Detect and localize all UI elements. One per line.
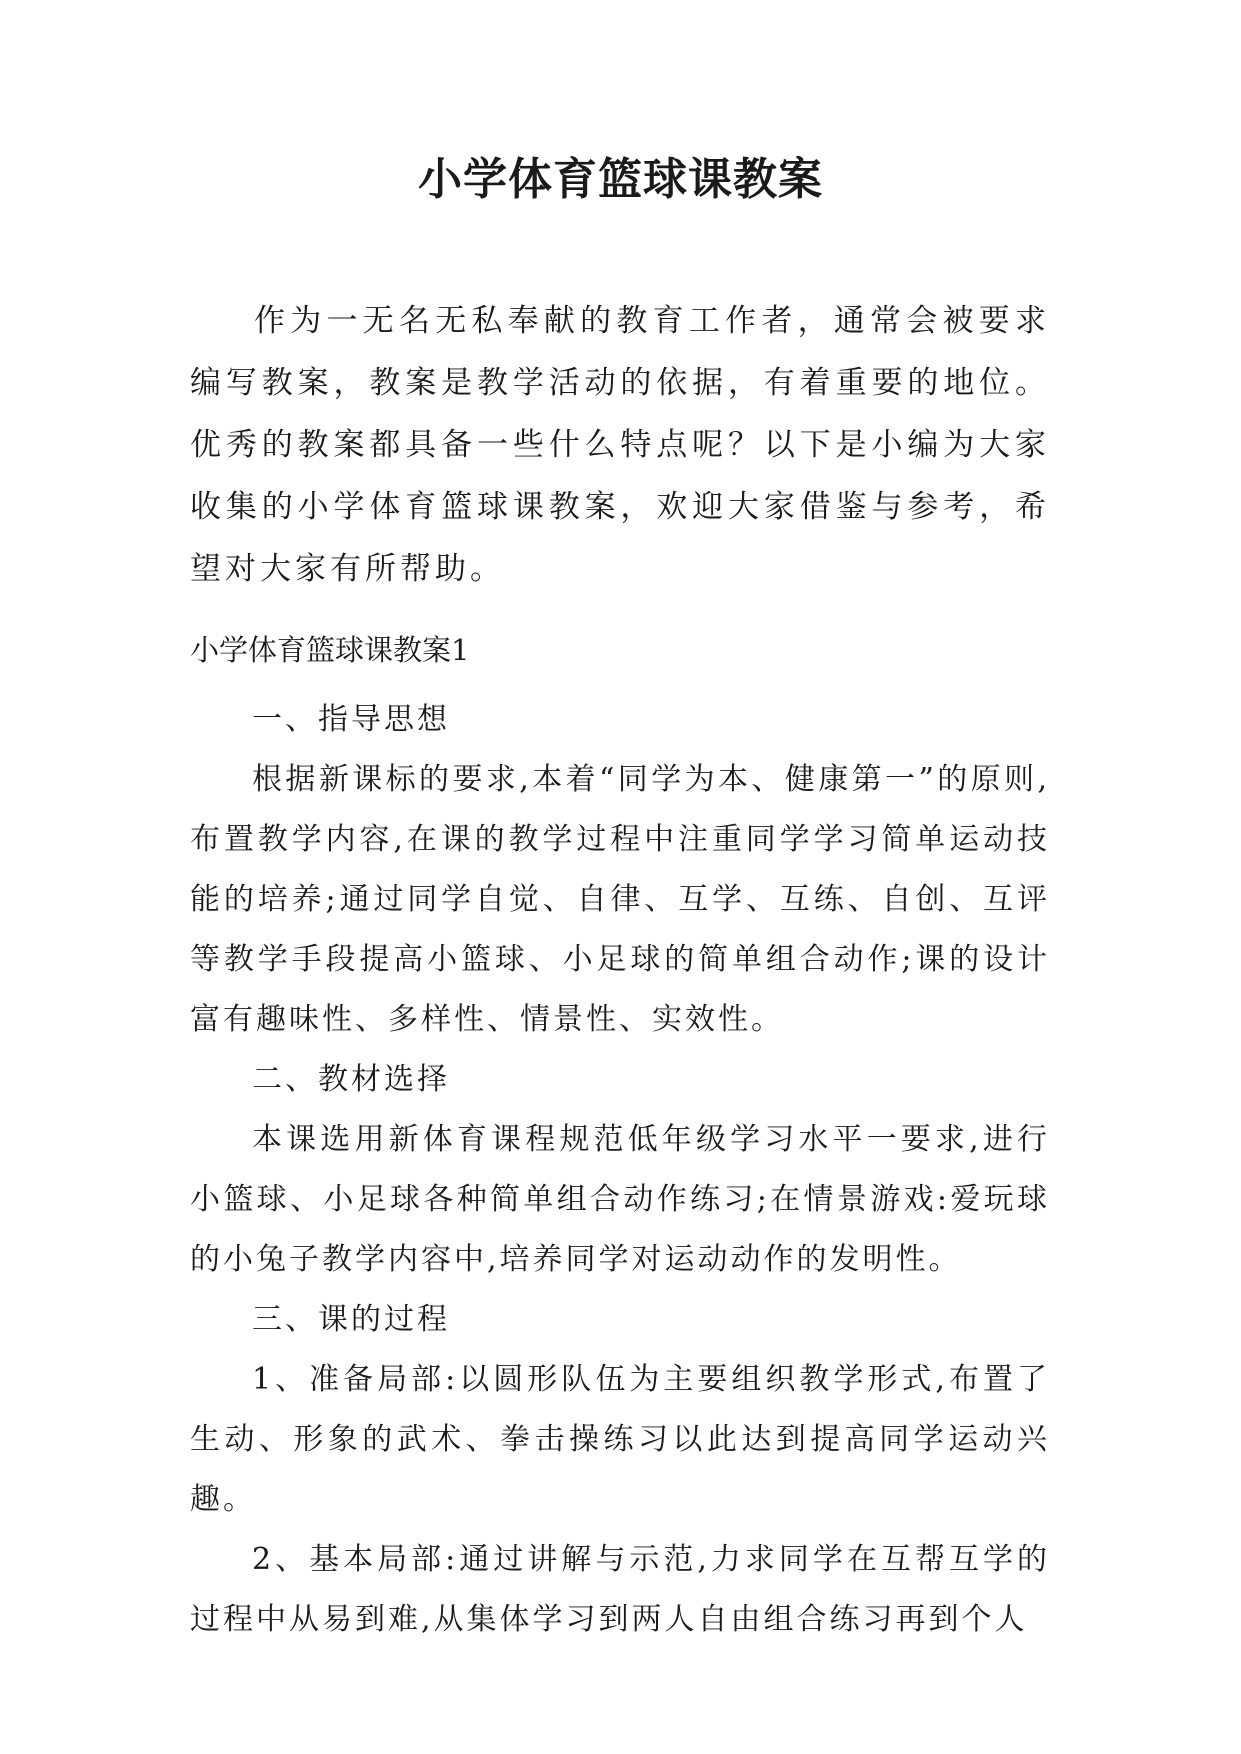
heading-guiding-thought: 一、指导思想 xyxy=(252,702,450,737)
paragraph-guiding-thought: 根据新课标的要求,本着“同学为本、健康第一”的原则,布置教学内容,在课的教学过程中注重同学学习简单运动技能的培养;通过同学自觉、自律、互学、互练、自创、互评等教学手段提高小篮球、小足球的简单组合动作;课的设计富有趣味性、多样性、情景性、实效性。 xyxy=(190,762,1050,1037)
section-title: 小学体育篮球课教案1 xyxy=(190,633,470,667)
section-body xyxy=(190,690,1050,1650)
paragraph-material-selection: 本课选用新体育课程规范低年级学习水平一要求,进行小篮球、小足球各种简单组合动作练习;在情景游戏:爱玩球的小兔子教学内容中,培养同学对运动动作的发明性。 xyxy=(190,1122,1050,1277)
intro-paragraph: 作为一无名无私奉献的教育工作者，通常会被要求编写教案，教案是教学活动的依据，有着重要的地位。优秀的教案都具备一些什么特点呢？以下是小编为大家收集的小学体育篮球课教案，欢迎大家借鉴与参考，希望对大家有所帮助。 xyxy=(190,303,1050,587)
paragraph-basic-part: 2、基本局部:通过讲解与示范,力求同学在互帮互学的过程中从易到难,从集体学习到两人自由组合练习再到个人 xyxy=(190,1542,1050,1637)
document-title: 小学体育篮球课教案 xyxy=(418,154,823,205)
heading-lesson-process: 三、课的过程 xyxy=(252,1302,450,1337)
paragraph-preparation-part: 1、准备局部:以圆形队伍为主要组织教学形式,布置了生动、形象的武术、拳击操练习以此达到提高同学运动兴趣。 xyxy=(190,1362,1050,1517)
heading-material-selection: 二、教材选择 xyxy=(252,1062,450,1097)
